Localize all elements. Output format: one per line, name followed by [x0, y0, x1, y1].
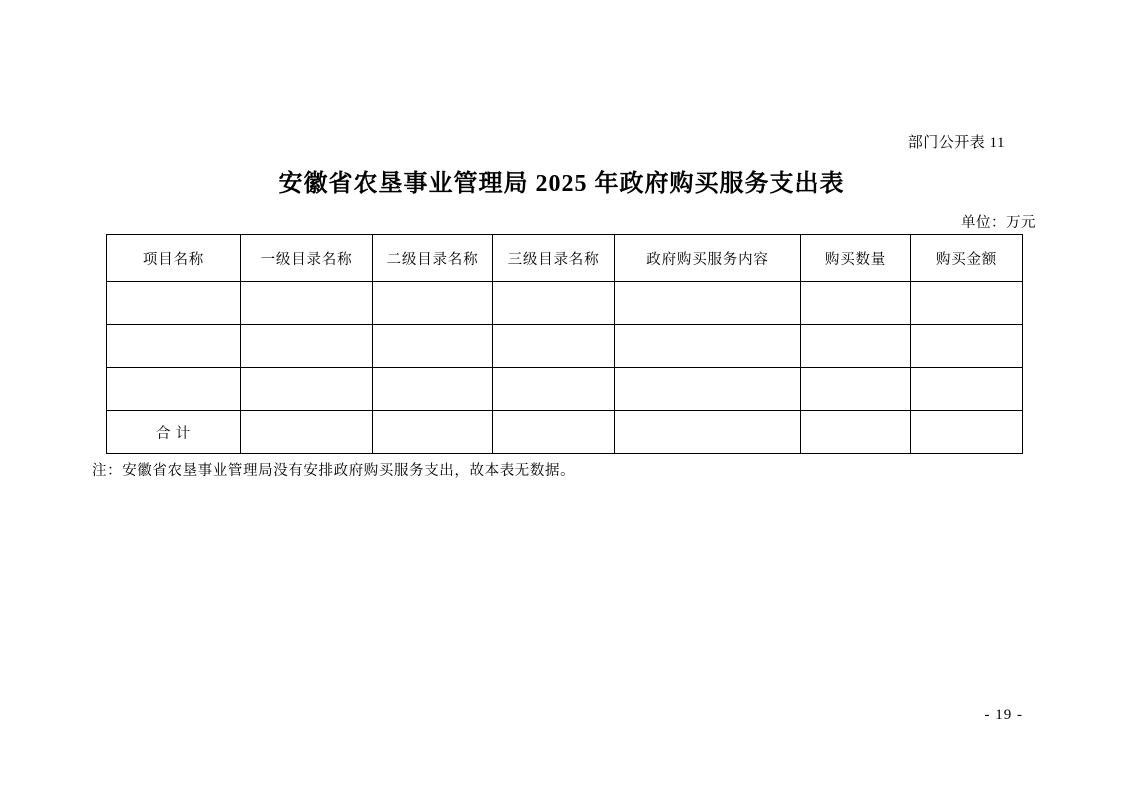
column-header-purchase-amount: 购买金额: [911, 235, 1023, 282]
total-cell-level2-catalog: [373, 411, 493, 454]
column-header-level1-catalog: 一级目录名称: [241, 235, 373, 282]
table-row: [107, 368, 1023, 411]
cell-project-name: [107, 368, 241, 411]
cell-level3-catalog: [493, 282, 615, 325]
cell-level1-catalog: [241, 282, 373, 325]
table-header-row: [107, 235, 1023, 282]
cell-purchase-amount: [911, 368, 1023, 411]
page-title: 安徽省农垦事业管理局 2025 年政府购买服务支出表: [278, 171, 845, 197]
total-cell-service-content: [615, 411, 801, 454]
cell-purchase-quantity: [801, 325, 911, 368]
table-row: [107, 325, 1023, 368]
total-cell-purchase-quantity: [801, 411, 911, 454]
expenditure-table: [106, 234, 1023, 454]
cell-level2-catalog: [373, 282, 493, 325]
table-total-row: [107, 411, 1023, 454]
cell-level2-catalog: [373, 368, 493, 411]
unit-note: 单位：万元: [961, 215, 1036, 231]
column-header-service-content: 政府购买服务内容: [615, 235, 801, 282]
table-row: [107, 282, 1023, 325]
total-cell-level3-catalog: [493, 411, 615, 454]
total-cell-level1-catalog: [241, 411, 373, 454]
table-note: 注：安徽省农垦事业管理局没有安排政府购买服务支出，故本表无数据。: [92, 463, 576, 479]
cell-purchase-quantity: [801, 282, 911, 325]
cell-purchase-quantity: [801, 368, 911, 411]
column-header-level3-catalog: 三级目录名称: [493, 235, 615, 282]
cell-purchase-amount: [911, 325, 1023, 368]
column-header-project-name: 项目名称: [107, 235, 241, 282]
cell-level2-catalog: [373, 325, 493, 368]
cell-service-content: [615, 368, 801, 411]
cell-purchase-amount: [911, 282, 1023, 325]
cell-level1-catalog: [241, 325, 373, 368]
cell-project-name: [107, 325, 241, 368]
cell-level3-catalog: [493, 325, 615, 368]
form-label: 部门公开表 11: [907, 135, 1005, 151]
total-label: 合 计: [107, 411, 241, 454]
cell-level3-catalog: [493, 368, 615, 411]
column-header-purchase-quantity: 购买数量: [801, 235, 911, 282]
cell-service-content: [615, 325, 801, 368]
page-number: - 19 -: [984, 707, 1023, 723]
cell-service-content: [615, 282, 801, 325]
column-header-level2-catalog: 二级目录名称: [373, 235, 493, 282]
cell-level1-catalog: [241, 368, 373, 411]
cell-project-name: [107, 282, 241, 325]
total-cell-purchase-amount: [911, 411, 1023, 454]
